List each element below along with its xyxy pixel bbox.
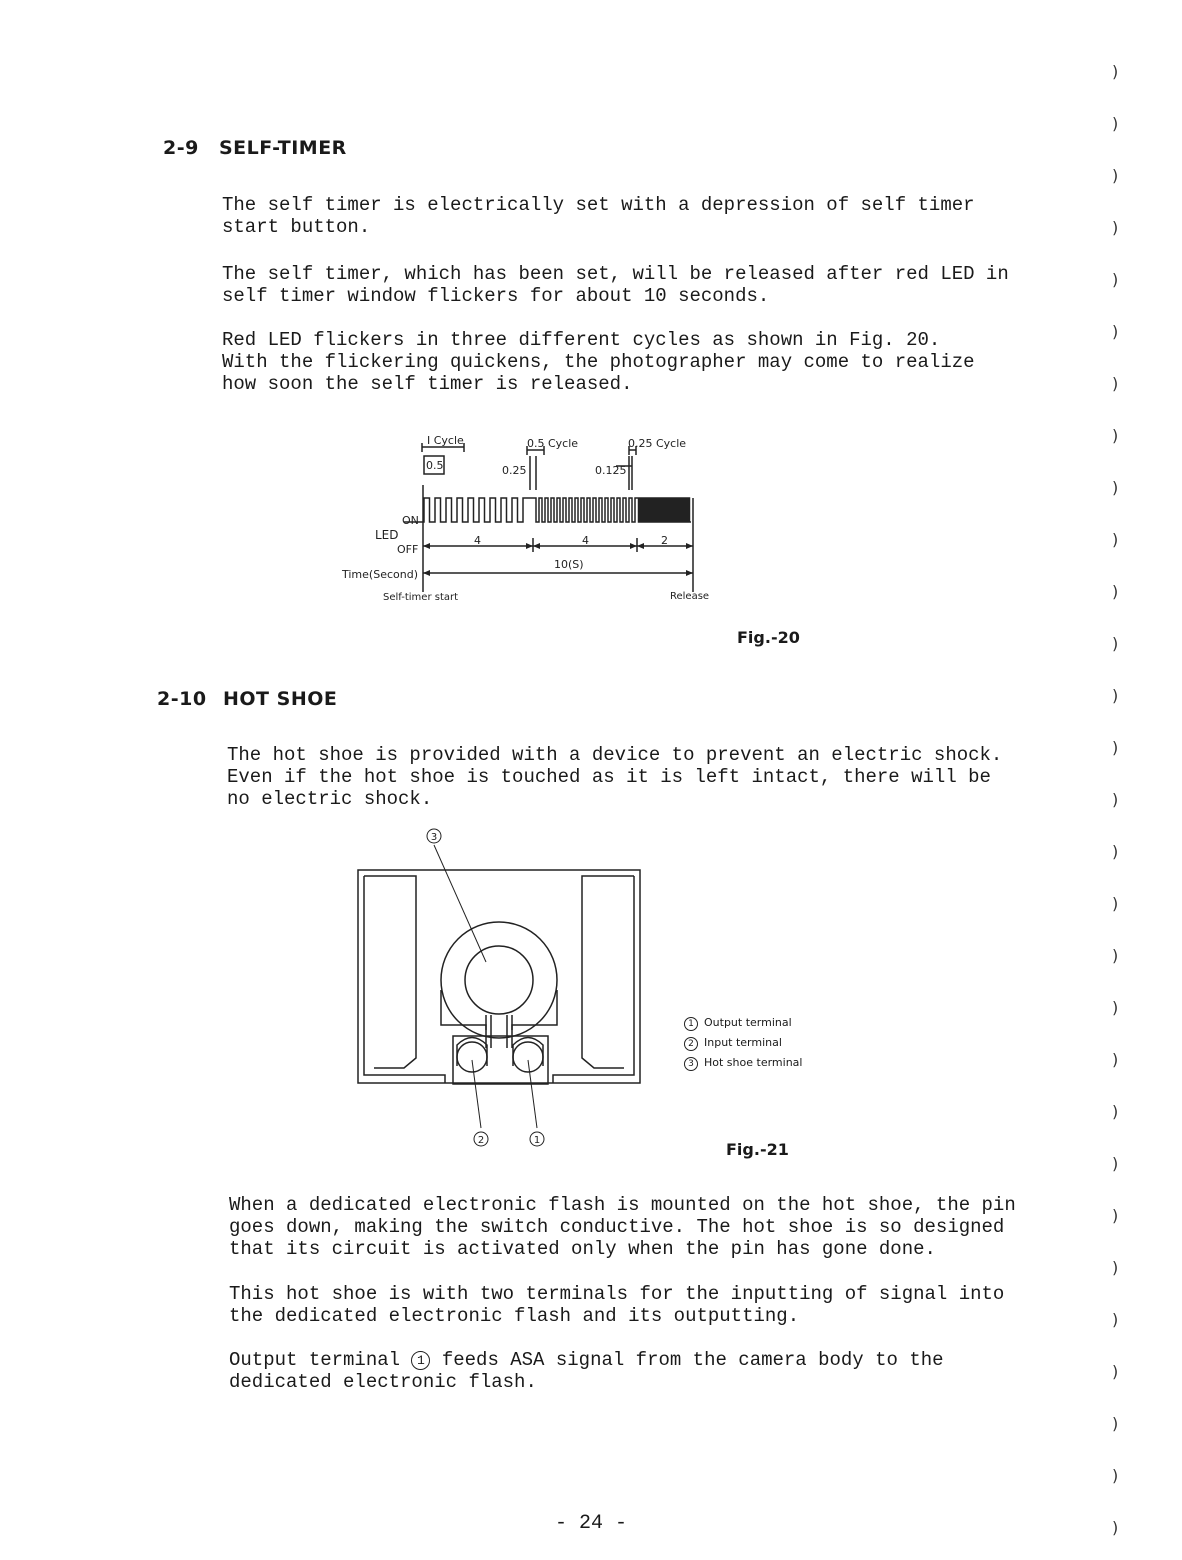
binding-mark: ) (1112, 530, 1119, 549)
binding-mark: ) (1112, 322, 1119, 341)
cycle-label: 0.25 Cycle (628, 437, 687, 450)
binding-mark: ) (1112, 426, 1119, 445)
binding-mark: ) (1112, 478, 1119, 497)
section-title: HOT SHOE (223, 688, 338, 710)
binding-mark: ) (1112, 166, 1119, 185)
binding-mark: ) (1112, 1518, 1119, 1537)
paragraph: Red LED flickers in three different cycles as shown in Fig. 20. With the flickering quickens, the photographer may come to realize how soon the self timer is released. (222, 329, 975, 395)
binding-mark: ) (1112, 62, 1119, 81)
binding-mark: ) (1112, 894, 1119, 913)
binding-mark: ) (1112, 738, 1119, 757)
led-waveform (404, 498, 691, 522)
binding-mark: ) (1112, 1362, 1119, 1381)
binding-mark: ) (1112, 270, 1119, 289)
paragraph (229, 1349, 1049, 1393)
legend-mark: 1 (684, 1017, 698, 1031)
cycle-label: 0.5 Cycle (527, 437, 579, 450)
page-number: - 24 - (554, 1512, 627, 1535)
legend-text: Input terminal (704, 1036, 782, 1049)
callout-1: 1 (533, 1135, 541, 1146)
half-cycle-label: 0.125 (595, 464, 627, 477)
binding-mark: ) (1112, 1154, 1119, 1173)
binding-mark: ) (1112, 1466, 1119, 1485)
fig20-timing-diagram (330, 425, 730, 610)
segment-label: 4 (474, 534, 481, 547)
fig21-hot-shoe-diagram (350, 822, 650, 1157)
text-run: feeds ASA signal from the camera body to the dedicated electronic flash. (229, 1349, 944, 1393)
callout-line-3 (434, 845, 486, 962)
contact-strips (486, 1015, 512, 1048)
contact-plate (441, 990, 557, 1030)
on-label: ON (402, 514, 419, 527)
circled-number: 1 (411, 1351, 430, 1370)
legend-item (684, 1013, 802, 1033)
segment-label: 4 (582, 534, 589, 547)
binding-mark: ) (1112, 114, 1119, 133)
binding-mark: ) (1112, 1258, 1119, 1277)
shoe-outline (358, 870, 640, 1083)
cycle-label: I Cycle (427, 434, 464, 447)
left-rail (364, 876, 445, 1083)
fig20-caption: Fig.-20 (737, 628, 800, 647)
release-label: Release (670, 591, 710, 602)
legend-mark: 2 (684, 1037, 698, 1051)
binding-mark: ) (1112, 634, 1119, 653)
terminal-ring-outer (441, 922, 557, 1038)
binding-mark: ) (1112, 1206, 1119, 1225)
paragraph: The hot shoe is provided with a device to prevent an electric shock. Even if the hot shoe is touched as it is left intact, there will be no electric shock. (227, 744, 1003, 810)
input-terminal (457, 1042, 487, 1072)
segment-label: 2 (661, 534, 668, 547)
right-rail (553, 876, 634, 1083)
legend-mark: 3 (684, 1057, 698, 1071)
binding-mark: ) (1112, 1414, 1119, 1433)
binding-mark: ) (1112, 842, 1119, 861)
binding-mark: ) (1112, 998, 1119, 1017)
right-rail-inner (582, 876, 634, 1068)
callout-3: 3 (430, 832, 438, 843)
paragraph: When a dedicated electronic flash is mounted on the hot shoe, the pin goes down, making the switch conductive. The hot shoe is so designed that its circuit is activated only when the pin has gone done. (229, 1194, 1016, 1260)
binding-mark: ) (1112, 790, 1119, 809)
output-terminal (513, 1042, 543, 1072)
paragraph: The self timer is electrically set with a depression of self timer start button. (222, 194, 975, 238)
legend-text: Output terminal (704, 1016, 792, 1029)
binding-mark: ) (1112, 946, 1119, 965)
paragraph: The self timer, which has been set, will be released after red LED in self timer window flickers for about 10 seconds. (222, 263, 1009, 307)
binding-mark: ) (1112, 1102, 1119, 1121)
text-run: Output terminal (229, 1349, 412, 1371)
binding-mark: ) (1112, 1050, 1119, 1069)
binding-mark: ) (1112, 582, 1119, 601)
led-label: LED (375, 528, 399, 542)
hot-shoe-terminal (465, 946, 533, 1014)
section-heading-self-timer (163, 137, 347, 159)
binding-mark: ) (1112, 218, 1119, 237)
paragraph: This hot shoe is with two terminals for the inputting of signal into the dedicated electronic flash and its outputting. (229, 1283, 1005, 1327)
callout-2: 2 (477, 1135, 485, 1146)
legend-item (684, 1033, 802, 1053)
binding-mark: ) (1112, 686, 1119, 705)
total-time-label: 10(S) (554, 558, 584, 571)
legend-item (684, 1053, 802, 1073)
binding-mark: ) (1112, 374, 1119, 393)
fig21-legend (684, 1013, 802, 1073)
binding-mark: ) (1112, 1310, 1119, 1329)
half-cycle-label: 0.5 (426, 459, 444, 472)
section-number: 2-9 (163, 137, 199, 159)
off-label: OFF (397, 543, 419, 556)
section-title: SELF-TIMER (219, 137, 347, 159)
start-label: Self-timer start (383, 592, 459, 603)
left-rail-inner (364, 876, 416, 1068)
section-heading-hot-shoe (157, 688, 337, 710)
time-axis-label: Time(Second) (342, 568, 418, 581)
section-number: 2-10 (157, 688, 207, 710)
legend-text: Hot shoe terminal (704, 1056, 803, 1069)
half-cycle-marker-2 (530, 456, 536, 490)
half-cycle-label: 0.25 (502, 464, 527, 477)
fig21-caption: Fig.-21 (726, 1140, 789, 1159)
